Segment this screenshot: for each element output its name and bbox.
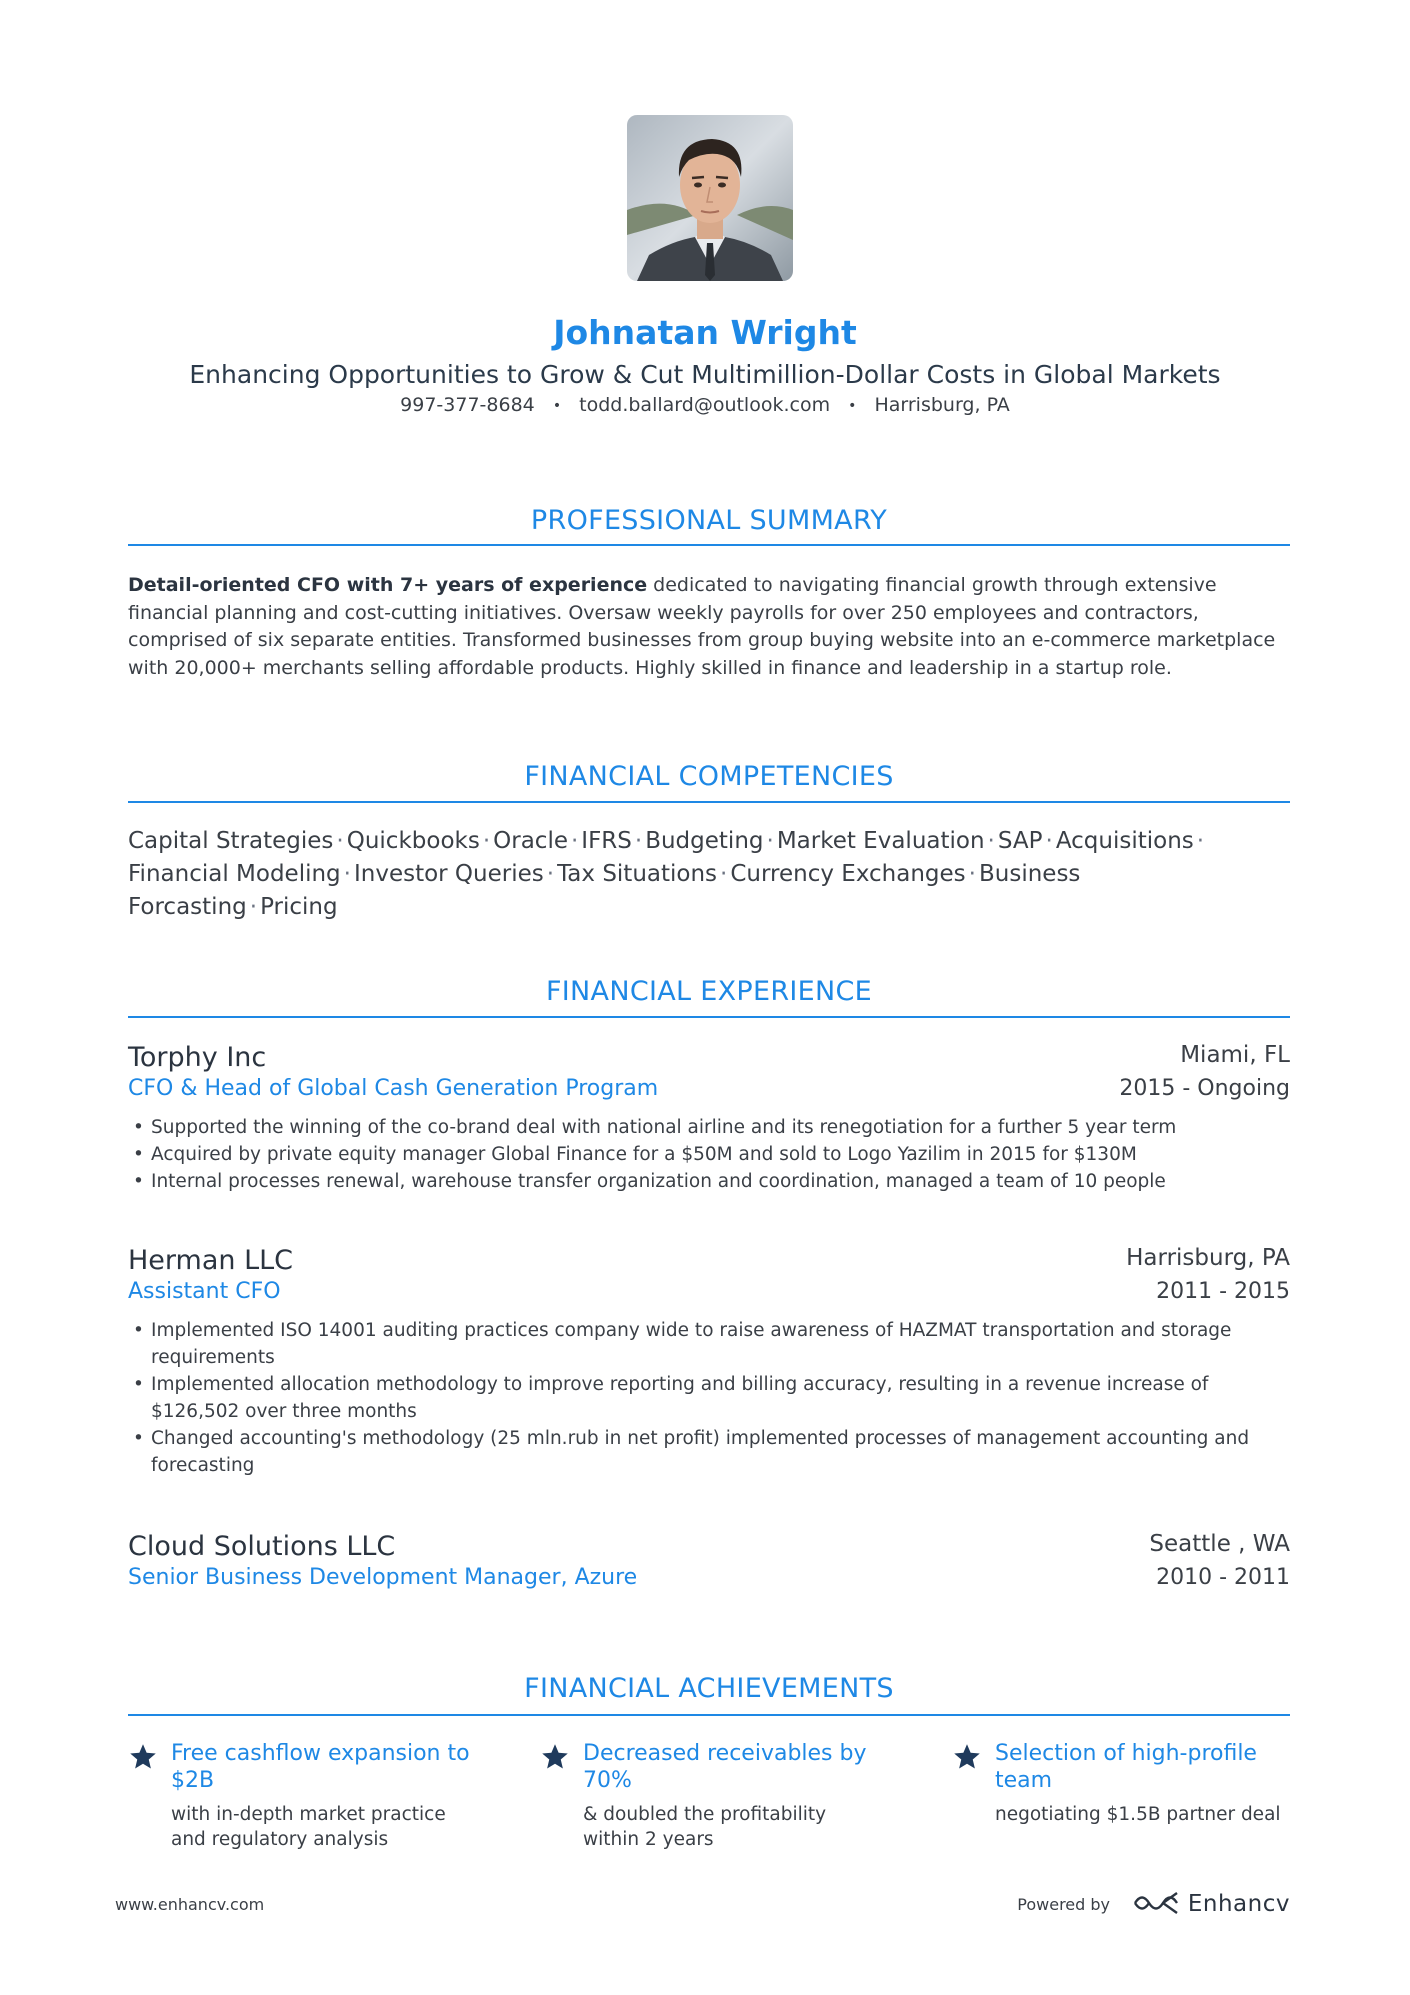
skill-item: Market Evaluation [776,828,985,854]
competencies-line [128,858,1290,924]
competencies-line [128,825,1290,858]
job-title: CFO & Head of Global Cash Generation Program [128,1076,659,1101]
skill-separator: · [1196,828,1205,854]
experience-header [128,1531,1290,1565]
skill-item: Budgeting [645,828,764,854]
job-location: Seattle , WA [1149,1531,1290,1557]
candidate-name: Johnatan Wright [553,313,857,352]
summary-text [128,572,1290,682]
experience-header [128,1245,1290,1279]
company-name: Herman LLC [128,1245,294,1276]
enhancv-logo-icon [1132,1889,1180,1917]
bullet-list [128,1114,1290,1195]
achievement-description: & doubled the profitability within 2 years [583,1804,827,1850]
experience-entry [128,1245,1290,1479]
section-divider [128,1016,1290,1018]
job-title: Assistant CFO [128,1279,281,1304]
achievement-title: Decreased receivables by 70% [583,1741,867,1793]
bullet-text: Internal processes renewal, warehouse transfer organization and coordination, managed a team of 10 people [151,1171,1166,1192]
list-item [128,1114,1290,1141]
skill-separator: · [987,828,995,854]
bullet-marker: • [133,1374,144,1395]
skill-separator: · [343,861,351,887]
bullet-text: Supported the winning of the co-brand deal with national airline and its renegotiation for a further 5 year term [151,1117,1177,1138]
achievement-description: negotiating $1.5B partner deal [995,1804,1281,1825]
separator-dot: • [552,397,562,414]
email-address[interactable]: todd.ballard@outlook.com [579,394,831,416]
skill-separator: · [634,828,643,854]
bullet-marker: • [133,1320,144,1341]
experience-subheader [128,1279,1290,1313]
experience-entry [128,1531,1290,1599]
company-name: Torphy Inc [128,1042,267,1073]
star-icon [540,1742,570,1772]
profile-photo [627,115,793,281]
summary-highlight: Detail-oriented CFO with 7+ years of experience [128,574,648,596]
skill-item: Investor Queries [353,861,544,887]
company-name: Cloud Solutions LLC [128,1531,396,1562]
separator-dot: • [848,397,857,414]
footer-branding [970,1885,1290,1925]
brand-name: Enhancv [1187,1891,1290,1917]
experience-subheader [128,1565,1290,1599]
list-item [128,1371,1290,1425]
job-location: Miami, FL [1180,1042,1290,1068]
portrait-image [627,115,793,281]
skill-item: Pricing [260,894,338,920]
section-title-competencies: FINANCIAL COMPETENCIES [524,761,894,792]
bullet-marker: • [133,1171,144,1192]
skill-separator: · [482,828,491,854]
skill-separator: · [766,828,774,854]
job-dates: 2015 - Ongoing [1119,1076,1290,1101]
location-text: Harrisburg, PA [874,394,1010,416]
phone-number[interactable]: 997-377-8684 [400,394,535,416]
skill-item: Currency Exchanges [730,861,966,887]
section-title-achievements: FINANCIAL ACHIEVEMENTS [524,1673,894,1704]
skill-item: Tax Situations [557,861,718,887]
bullet-marker: • [133,1144,144,1165]
skill-separator: · [1045,828,1053,854]
bullet-text: Implemented ISO 14001 auditing practices company wide to raise awareness of HAZMAT transportation and storage requirements [151,1320,1232,1368]
list-item [128,1317,1290,1371]
candidate-headline: Enhancing Opportunities to Grow & Cut Multimillion-Dollar Costs in Global Markets [189,360,1221,389]
star-icon [952,1742,982,1772]
achievement-title: Free cashflow expansion to $2B [171,1741,470,1793]
summary-body: dedicated to navigating financial growth through extensive financial planning and cost-cutting initiatives. Oversaw weekly payrolls for over 250 employees and contractors, comprised of six separate entities. Transformed businesses from group buying website into an e-commerce marketplace with 20,000+ merchants selling affordable products. Highly skilled in finance and leadership in a startup role. [128,574,1276,679]
job-dates: 2011 - 2015 [1156,1279,1290,1304]
skill-item: Quickbooks [346,828,480,854]
skill-separator: · [249,894,258,920]
bullet-text: Acquired by private equity manager Global Finance for a $50M and sold to Logo Yazilim in 2015 for $130M [151,1144,1137,1165]
competencies-list [128,825,1290,924]
section-divider [128,544,1290,546]
skill-separator: · [336,828,344,854]
section-title-experience: FINANCIAL EXPERIENCE [545,976,873,1007]
skill-separator: · [546,861,555,887]
skill-item: Financial Modeling [128,861,341,887]
powered-by-text: Powered by [1017,1895,1110,1914]
achievement-description: with in-depth market practice and regulatory analysis [171,1804,446,1850]
section-divider [128,801,1290,803]
bullet-text: Changed accounting's methodology (25 mln.rub in net profit) implemented processes of management accounting and forecasting [151,1428,1250,1476]
footer-website-link[interactable]: www.enhancv.com [115,1895,265,1914]
skill-item: IFRS [581,828,632,854]
section-title-summary: PROFESSIONAL SUMMARY [530,505,888,536]
bullet-marker: • [133,1117,144,1138]
skill-item: Capital Strategies [128,828,334,854]
skill-item: Acquisitions [1055,828,1194,854]
bullet-marker: • [133,1428,144,1449]
skill-item: Business Forcasting [128,861,1081,920]
list-item [128,1168,1290,1195]
section-divider [128,1714,1290,1716]
skill-separator: · [570,828,579,854]
list-item [128,1141,1290,1168]
skill-separator: · [968,861,976,887]
experience-subheader [128,1076,1290,1110]
skill-item: SAP [997,828,1043,854]
bullet-text: Implemented allocation methodology to improve reporting and billing accuracy, resulting in a revenue increase of $126,502 over three months [151,1374,1209,1422]
experience-header [128,1042,1290,1076]
contact-info [0,394,1410,416]
job-title: Senior Business Development Manager, Azure [128,1565,638,1590]
skill-separator: · [720,861,728,887]
experience-entry [128,1042,1290,1195]
job-dates: 2010 - 2011 [1156,1565,1290,1590]
achievement-title: Selection of high-profile team [995,1741,1257,1793]
star-icon [128,1742,158,1772]
skill-item: Oracle [493,828,568,854]
list-item [128,1425,1290,1479]
job-location: Harrisburg, PA [1126,1245,1290,1271]
bullet-list [128,1317,1290,1479]
